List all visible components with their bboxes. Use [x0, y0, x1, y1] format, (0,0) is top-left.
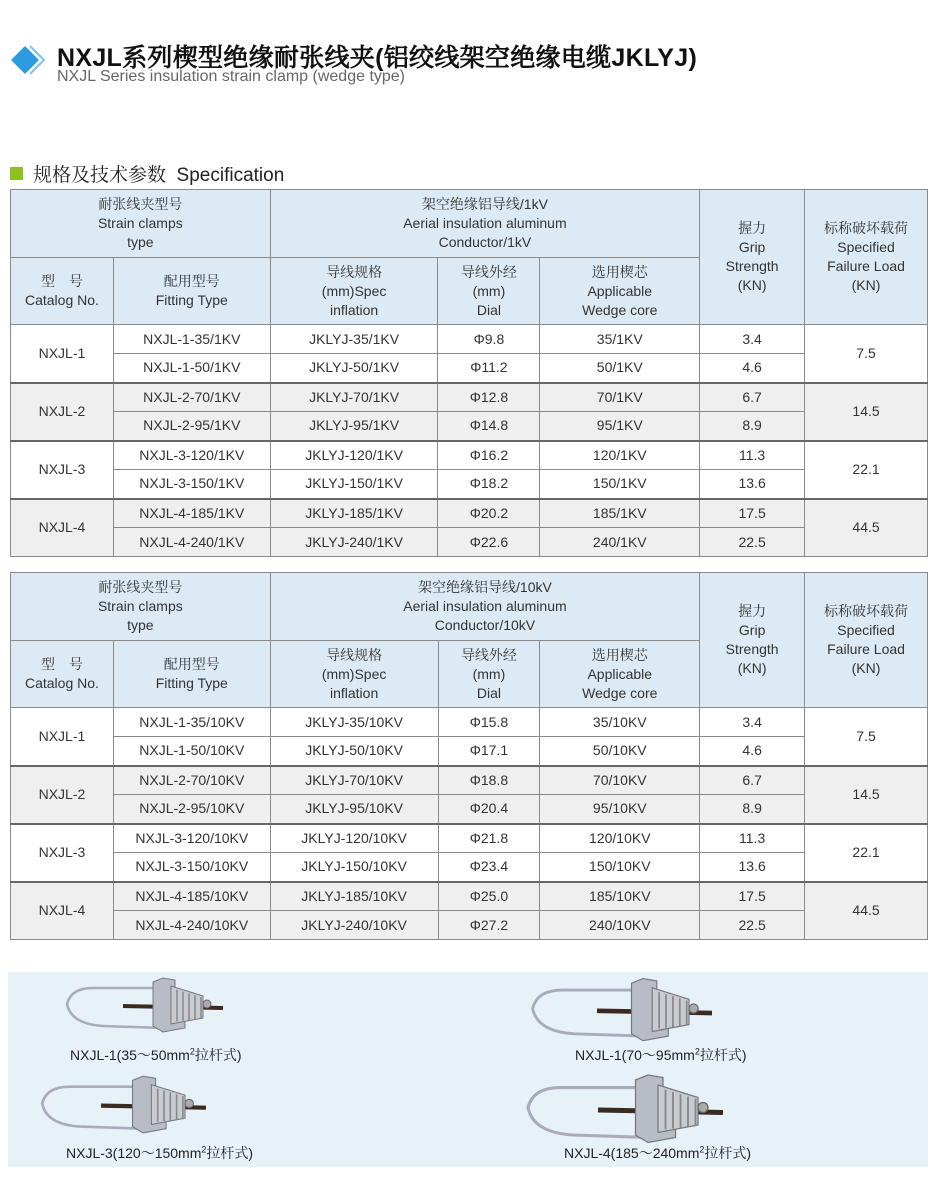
wedge-line: Wedge core — [582, 684, 658, 701]
catalog-line: Catalog No. — [24, 292, 99, 308]
grip-line: Strength — [725, 258, 779, 274]
failure-cell: 7.5 — [805, 708, 928, 766]
failure-line: 标称破坏载荷 — [824, 603, 909, 619]
product-pictures — [8, 972, 928, 1167]
wedge-cell: 35/1KV — [540, 325, 700, 354]
wedge-cell: 95/10KV — [540, 795, 700, 824]
failure-cell: 44.5 — [805, 499, 928, 557]
grip-cell: 11.3 — [700, 824, 805, 853]
grip-cell: 17.5 — [700, 499, 805, 528]
spec-cell: JKLYJ-185/1KV — [270, 499, 438, 528]
spec-line: (mm)Spec — [321, 665, 387, 682]
catalog-cell: NXJL-4 — [11, 882, 114, 940]
wedge-cell: 70/10KV — [540, 766, 700, 795]
grip-cell: 22.5 — [700, 911, 805, 940]
grip-cell: 3.4 — [700, 325, 805, 354]
dial-header — [438, 641, 540, 708]
spec-table-1kv — [10, 189, 928, 557]
grip-cell: 8.9 — [700, 795, 805, 824]
green-square-icon — [10, 167, 23, 180]
table-row — [11, 708, 928, 737]
dial-line: (mm) — [472, 665, 506, 682]
wedge-line: 选用楔芯 — [591, 263, 648, 280]
fitting-cell: NXJL-4-185/1KV — [113, 499, 270, 528]
wedge-cell: 50/10KV — [540, 737, 700, 766]
conductor-line: 架空绝缘铝导线/10kV — [418, 579, 552, 595]
clamp-line: type — [127, 617, 154, 633]
catalog-header — [11, 258, 114, 325]
wedge-line: Applicable — [587, 282, 653, 299]
table-row — [11, 911, 928, 940]
table-row — [11, 354, 928, 383]
spec-line: (mm)Spec — [321, 282, 387, 299]
fitting-cell: NXJL-4-240/1KV — [113, 528, 270, 557]
catalog-cell: NXJL-3 — [11, 441, 114, 499]
clamp-line: type — [127, 234, 154, 250]
failure-line: Failure Load — [827, 641, 905, 657]
photo-caption: NXJL-$4(185\sim 240mm^2$拉杆式) — [564, 1144, 752, 1161]
catalog-header — [11, 641, 114, 708]
fitting-cell: NXJL-1-35/1KV — [113, 325, 270, 354]
spec-line: 导线规格 — [326, 646, 383, 663]
spec-header — [270, 258, 438, 325]
failure-cell: 22.1 — [805, 824, 928, 882]
grip-cell: 6.7 — [700, 383, 805, 412]
spec-cell: JKLYJ-70/10KV — [270, 766, 438, 795]
spec-header — [270, 641, 438, 708]
failure-cell: 44.5 — [805, 882, 928, 940]
catalog-cell: NXJL-2 — [11, 766, 114, 824]
spec-cell: JKLYJ-35/10KV — [270, 708, 438, 737]
grip-cell: 4.6 — [700, 354, 805, 383]
fitting-line: Fitting Type — [155, 292, 228, 308]
header-row — [11, 190, 928, 258]
failure-cell: 7.5 — [805, 325, 928, 383]
dial-cell: Φ17.1 — [438, 737, 540, 766]
spec-cell: JKLYJ-70/1KV — [270, 383, 438, 412]
fitting-cell: NXJL-2-70/1KV — [113, 383, 270, 412]
table-row — [11, 383, 928, 412]
clamp-photo — [63, 974, 233, 1044]
dial-cell: Φ18.2 — [438, 470, 540, 499]
wedge-cell: 185/1KV — [540, 499, 700, 528]
header-row — [11, 573, 928, 641]
grip-cell: 13.6 — [700, 470, 805, 499]
page-title: NXJL系列楔型绝缘耐张线夹(铝绞线架空绝缘电缆JKLYJ) — [57, 44, 698, 72]
grip-line: Grip — [738, 622, 766, 638]
fitting-line: 配用型号 — [163, 273, 220, 289]
table-row — [11, 412, 928, 441]
catalog-cell: NXJL-1 — [11, 325, 114, 383]
spec-cell: JKLYJ-240/10KV — [270, 911, 438, 940]
diamond-logo-icon — [8, 42, 48, 82]
catalog-cell: NXJL-3 — [11, 824, 114, 882]
grip-cell: 13.6 — [700, 853, 805, 882]
failure-header — [805, 190, 928, 325]
wedge-line: 选用楔芯 — [591, 646, 648, 663]
conductor-line: Aerial insulation aluminum — [403, 598, 567, 614]
page-subtitle: NXJL Series insulation strain clamp (wedge type) — [57, 68, 406, 85]
fitting-cell: NXJL-1-35/10KV — [113, 708, 270, 737]
spec-cell: JKLYJ-50/10KV — [270, 737, 438, 766]
section-heading — [10, 160, 284, 187]
spec-line: inflation — [329, 301, 379, 318]
fitting-cell: NXJL-2-95/10KV — [113, 795, 270, 824]
failure-line: Failure Load — [827, 258, 905, 274]
fitting-cell: NXJL-3-150/10KV — [113, 853, 270, 882]
wedge-cell: 240/1KV — [540, 528, 700, 557]
catalog-cell: NXJL-1 — [11, 708, 114, 766]
spec-cell: JKLYJ-50/1KV — [270, 354, 438, 383]
wedge-cell: 150/10KV — [540, 853, 700, 882]
grip-line: 握力 — [738, 603, 767, 619]
fitting-cell: NXJL-1-50/10KV — [113, 737, 270, 766]
failure-cell: 14.5 — [805, 383, 928, 441]
catalog-line: 型 号 — [40, 656, 83, 672]
clamp-line: Strain clamps — [97, 598, 183, 614]
grip-cell: 6.7 — [700, 766, 805, 795]
wedge-line: Applicable — [587, 665, 653, 682]
section-title: 规格及技术参数 Specification — [33, 165, 285, 186]
failure-cell: 22.1 — [805, 441, 928, 499]
spec-cell: JKLYJ-185/10KV — [270, 882, 438, 911]
dial-line: (mm) — [472, 282, 506, 299]
table-row — [11, 824, 928, 853]
grip-line: 握力 — [738, 220, 767, 236]
conductor-header — [270, 573, 699, 641]
spec-cell: JKLYJ-240/1KV — [270, 528, 438, 557]
table-row — [11, 441, 928, 470]
wedge-header — [540, 641, 700, 708]
grip-cell: 4.6 — [700, 737, 805, 766]
dial-cell: Φ18.8 — [438, 766, 540, 795]
dial-cell: Φ20.2 — [438, 499, 540, 528]
fitting-cell: NXJL-4-185/10KV — [113, 882, 270, 911]
conductor-line: Conductor/10kV — [434, 617, 536, 633]
wedge-cell: 70/1KV — [540, 383, 700, 412]
clamp-photo — [528, 974, 724, 1055]
failure-cell: 14.5 — [805, 766, 928, 824]
dial-line: 导线外经 — [460, 646, 517, 663]
fitting-cell: NXJL-2-70/10KV — [113, 766, 270, 795]
fitting-cell: NXJL-3-120/1KV — [113, 441, 270, 470]
failure-line: (KN) — [851, 277, 881, 293]
dial-header — [438, 258, 540, 325]
dial-cell: Φ20.4 — [438, 795, 540, 824]
dial-cell: Φ16.2 — [438, 441, 540, 470]
fitting-cell: NXJL-1-50/1KV — [113, 354, 270, 383]
clamp-line: Strain clamps — [97, 215, 183, 231]
clamp-type-header — [11, 573, 271, 641]
failure-line: Specified — [837, 622, 895, 638]
table-row — [11, 882, 928, 911]
wedge-cell: 185/10KV — [540, 882, 700, 911]
grip-cell: 11.3 — [700, 441, 805, 470]
grip-header — [700, 190, 805, 325]
wedge-cell: 240/10KV — [540, 911, 700, 940]
clamp-line: 耐张线夹型号 — [98, 579, 183, 595]
wedge-cell: 120/10KV — [540, 824, 700, 853]
spec-cell: JKLYJ-95/10KV — [270, 795, 438, 824]
dial-cell: Φ15.8 — [438, 708, 540, 737]
table-row — [11, 470, 928, 499]
conductor-line: 架空绝缘铝导线/1kV — [421, 196, 548, 212]
spec-line: inflation — [329, 684, 379, 701]
fitting-cell: NXJL-2-95/1KV — [113, 412, 270, 441]
dial-cell: Φ9.8 — [438, 325, 540, 354]
fitting-line: Fitting Type — [155, 675, 228, 691]
dial-cell: Φ21.8 — [438, 824, 540, 853]
dial-cell: Φ25.0 — [438, 882, 540, 911]
table-row — [11, 853, 928, 882]
photo-caption: NXJL-$3(120\sim 150mm^2$拉杆式) — [66, 1144, 254, 1161]
wedge-cell: 120/1KV — [540, 441, 700, 470]
catalog-cell: NXJL-4 — [11, 499, 114, 557]
conductor-line: Conductor/1kV — [438, 234, 532, 250]
fitting-line: 配用型号 — [163, 656, 220, 672]
fitting-header — [113, 258, 270, 325]
wedge-cell: 50/1KV — [540, 354, 700, 383]
failure-line: Specified — [837, 239, 895, 255]
clamp-photo — [38, 1072, 217, 1146]
dial-cell: Φ22.6 — [438, 528, 540, 557]
catalog-line: 型 号 — [40, 273, 83, 289]
fitting-cell: NXJL-3-120/10KV — [113, 824, 270, 853]
spec-cell: JKLYJ-35/1KV — [270, 325, 438, 354]
fitting-header — [113, 641, 270, 708]
wedge-cell: 150/1KV — [540, 470, 700, 499]
dial-line: Dial — [476, 684, 501, 701]
table-row — [11, 766, 928, 795]
photo-caption: NXJL-$1(70\sim 95mm^2$拉杆式) — [575, 1046, 747, 1063]
table-row — [11, 737, 928, 766]
grip-cell: 8.9 — [700, 412, 805, 441]
fitting-cell: NXJL-4-240/10KV — [113, 911, 270, 940]
grip-cell: 17.5 — [700, 882, 805, 911]
grip-line: (KN) — [737, 277, 767, 293]
clamp-line: 耐张线夹型号 — [98, 196, 183, 212]
spec-cell: JKLYJ-150/1KV — [270, 470, 438, 499]
spec-line: 导线规格 — [326, 263, 383, 280]
photo-caption: NXJL-$1(35\sim 50mm^2$拉杆式) — [70, 1046, 242, 1063]
clamp-type-header — [11, 190, 271, 258]
dial-cell: Φ12.8 — [438, 383, 540, 412]
failure-header — [805, 573, 928, 708]
fitting-cell: NXJL-3-150/1KV — [113, 470, 270, 499]
grip-line: Strength — [725, 641, 779, 657]
spec-cell: JKLYJ-150/10KV — [270, 853, 438, 882]
wedge-line: Wedge core — [582, 301, 658, 318]
conductor-header — [270, 190, 699, 258]
wedge-cell: 35/10KV — [540, 708, 700, 737]
grip-line: (KN) — [737, 660, 767, 676]
failure-line: (KN) — [851, 660, 881, 676]
dial-line: 导线外经 — [460, 263, 517, 280]
catalog-cell: NXJL-2 — [11, 383, 114, 441]
dial-cell: Φ11.2 — [438, 354, 540, 383]
grip-line: Grip — [738, 239, 766, 255]
grip-cell: 3.4 — [700, 708, 805, 737]
spec-cell: JKLYJ-120/1KV — [270, 441, 438, 470]
wedge-cell: 95/1KV — [540, 412, 700, 441]
spec-table-10kv — [10, 572, 928, 940]
spec-cell: JKLYJ-120/10KV — [270, 824, 438, 853]
failure-line: 标称破坏载荷 — [824, 220, 909, 236]
dial-cell: Φ27.2 — [438, 911, 540, 940]
table-row — [11, 528, 928, 557]
grip-header — [700, 573, 805, 708]
spec-cell: JKLYJ-95/1KV — [270, 412, 438, 441]
table-row — [11, 325, 928, 354]
table-row — [11, 795, 928, 824]
dial-cell: Φ14.8 — [438, 412, 540, 441]
catalog-line: Catalog No. — [24, 675, 99, 691]
table-row — [11, 499, 928, 528]
grip-cell: 22.5 — [700, 528, 805, 557]
dial-cell: Φ23.4 — [438, 853, 540, 882]
dial-line: Dial — [476, 301, 501, 318]
wedge-header — [540, 258, 700, 325]
conductor-line: Aerial insulation aluminum — [403, 215, 567, 231]
